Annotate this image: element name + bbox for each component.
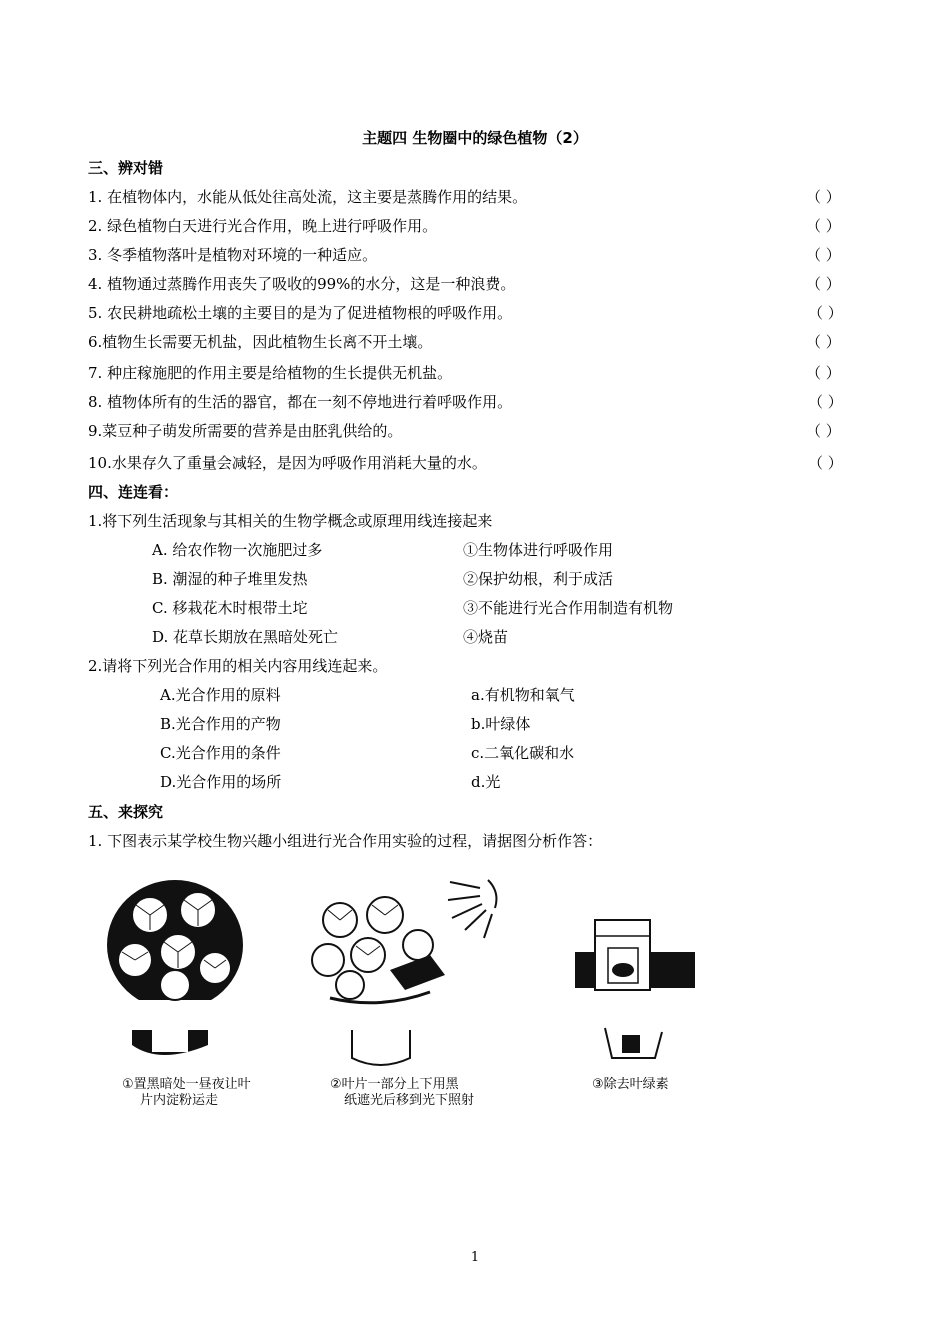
- true-false-item-1: 1. 在植物体内，水能从低处往高处流，这主要是蒸腾作用的结果。: [88, 188, 528, 206]
- true-false-item-10: 10.水果存久了重量会减轻，是因为呼吸作用消耗大量的水。: [88, 454, 487, 472]
- page-title: 主题四 生物圈中的绿色植物（2）: [362, 129, 588, 147]
- experiment-figure: [100, 860, 720, 1110]
- section4-heading: 四、连连看：: [88, 483, 179, 501]
- answer-blank-5[interactable]: （ ）: [808, 304, 843, 322]
- answer-blank-6[interactable]: （ ）: [806, 333, 841, 351]
- match1-right-1: ①生物体进行呼吸作用: [463, 541, 614, 559]
- match1-left-d: D. 花草长期放在黑暗处死亡: [152, 628, 339, 646]
- match2-right-a: a.有机物和氧气: [471, 686, 575, 704]
- answer-blank-3[interactable]: （ ）: [806, 246, 841, 264]
- match1-left-a: A. 给农作物一次施肥过多: [152, 541, 323, 559]
- true-false-item-8: 8. 植物体所有的生活的器官，都在一刻不停地进行着呼吸作用。: [88, 393, 513, 411]
- match2-left-c: C.光合作用的条件: [160, 744, 281, 762]
- answer-blank-10[interactable]: （ ）: [808, 454, 843, 472]
- true-false-item-7: 7. 种庄稼施肥的作用主要是给植物的生长提供无机盐。: [88, 364, 453, 382]
- true-false-item-6: 6.植物生长需要无机盐，因此植物生长离不开土壤。: [88, 333, 433, 351]
- caption-1-line-1: ①置黑暗处一昼夜让叶: [122, 1077, 251, 1092]
- match1-right-2: ②保护幼根，利于成活: [463, 570, 614, 588]
- match1-left-b: B. 潮湿的种子堆里发热: [152, 570, 308, 588]
- caption-3-line-1: ③除去叶绿素: [592, 1077, 669, 1092]
- true-false-item-2: 2. 绿色植物白天进行光合作用，晚上进行呼吸作用。: [88, 217, 438, 235]
- caption-2-line-2: 纸遮光后移到光下照射: [344, 1093, 475, 1108]
- true-false-item-5: 5. 农民耕地疏松土壤的主要目的是为了促进植物根的呼吸作用。: [88, 304, 513, 322]
- caption-1-line-2: 片内淀粉运走: [140, 1093, 219, 1108]
- section5-heading: 五、来探究: [88, 803, 164, 821]
- figure-caption-1: [122, 1077, 251, 1109]
- answer-blank-1[interactable]: （ ）: [806, 188, 841, 206]
- matching-q2-prompt: 2.请将下列光合作用的相关内容用线连起来。: [88, 657, 388, 675]
- true-false-item-3: 3. 冬季植物落叶是植物对环境的一种适应。: [88, 246, 378, 264]
- answer-blank-2[interactable]: （ ）: [806, 217, 841, 235]
- match2-right-c: c.二氧化碳和水: [471, 744, 575, 762]
- match2-right-b: b.叶绿体: [471, 715, 531, 733]
- true-false-item-9: 9.菜豆种子萌发所需要的营养是由胚乳供给的。: [88, 422, 403, 440]
- lit-plant-illustration: [312, 880, 496, 1065]
- sun-icon: [448, 880, 496, 938]
- page-number: 1: [470, 1250, 480, 1265]
- explore-q1-prompt: 1. 下图表示某学校生物兴趣小组进行光合作用实验的过程，请据图分析作答：: [88, 832, 603, 850]
- true-false-item-4: 4. 植物通过蒸腾作用丧失了吸收的99%的水分，这是一种浪费。: [88, 275, 516, 293]
- section3-heading: 三、辨对错: [88, 159, 164, 177]
- answer-blank-7[interactable]: （ ）: [806, 364, 841, 382]
- match1-right-3: ③不能进行光合作用制造有机物: [463, 599, 674, 617]
- answer-blank-9[interactable]: （ ）: [806, 422, 841, 440]
- match2-left-b: B.光合作用的产物: [160, 715, 281, 733]
- match2-left-d: D.光合作用的场所: [160, 773, 282, 791]
- matching-q1-prompt: 1.将下列生活现象与其相关的生物学概念或原理用线连接起来: [88, 512, 493, 530]
- figure-caption-3: [592, 1077, 669, 1093]
- figure-caption-2: [330, 1077, 474, 1109]
- answer-blank-4[interactable]: （ ）: [806, 275, 841, 293]
- answer-blank-8[interactable]: （ ）: [808, 393, 843, 411]
- match1-left-c: C. 移栽花木时根带土坨: [152, 599, 308, 617]
- match2-left-a: A.光合作用的原料: [160, 686, 281, 704]
- match1-right-4: ④烧苗: [463, 628, 509, 646]
- dark-pot-plant-illustration: [100, 880, 250, 1055]
- beaker-illustration: [575, 920, 695, 1058]
- match2-right-d: d.光: [471, 773, 501, 791]
- caption-2-line-1: ②叶片一部分上下用黑: [330, 1077, 459, 1092]
